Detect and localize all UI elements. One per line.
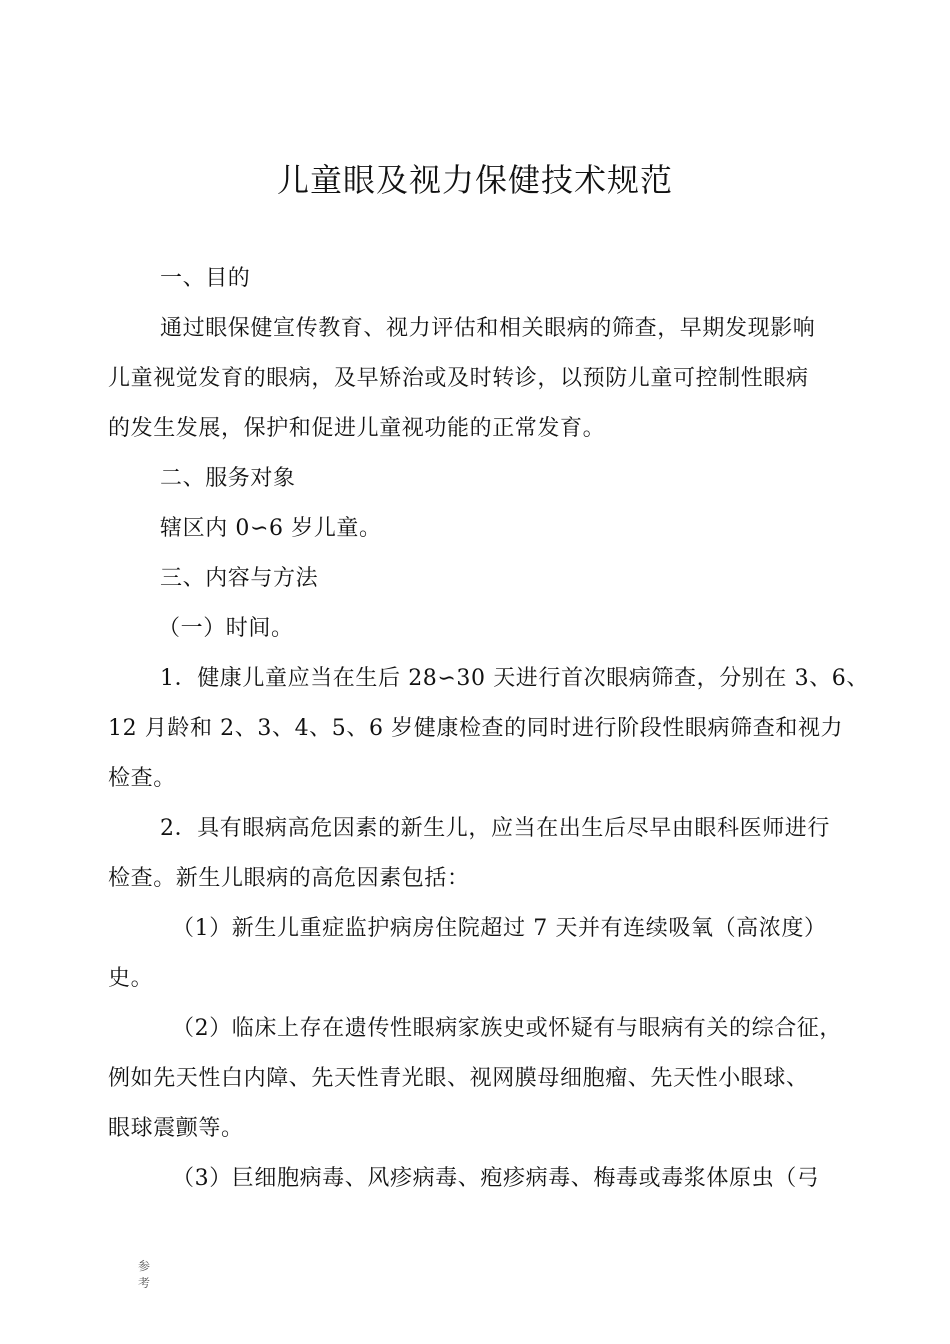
- paragraph-line: 辖区内 0∽6 岁儿童。: [160, 516, 382, 541]
- paragraph-line: 儿童视觉发育的眼病，及早矫治或及时转诊，以预防儿童可控制性眼病: [108, 366, 809, 391]
- paragraph-line: 2．具有眼病高危因素的新生儿，应当在出生后尽早由眼科医师进行: [160, 816, 830, 841]
- page-title: 儿童眼及视力保健技术规范: [276, 161, 673, 199]
- paragraph-line: 的发生发展，保护和促进儿童视功能的正常发育。: [108, 416, 606, 441]
- section-heading-service-target: 二、服务对象: [160, 466, 296, 491]
- paragraph-line: 检查。: [108, 766, 176, 791]
- footer-note: 参考: [138, 1259, 151, 1290]
- section-heading-purpose: 一、目的: [160, 266, 251, 291]
- list-item-line: （3）巨细胞病毒、风疹病毒、疱疹病毒、梅毒或毒浆体原虫（弓: [172, 1166, 820, 1191]
- subsection-heading-time: （一）时间。: [158, 616, 294, 641]
- paragraph-line: 通过眼保健宣传教育、视力评估和相关眼病的筛查，早期发现影响: [160, 316, 816, 341]
- paragraph-line: 1．健康儿童应当在生后 28∽30 天进行首次眼病筛查，分别在 3、6、: [160, 666, 869, 691]
- list-item-line: （2）临床上存在遗传性眼病家族史或怀疑有与眼病有关的综合征，: [172, 1016, 842, 1041]
- list-item-line: （1）新生儿重症监护病房住院超过 7 天并有连续吸氧（高浓度）: [172, 916, 827, 941]
- list-item-line: 史。: [108, 966, 154, 991]
- paragraph-line: 12 月龄和 2、3、4、5、6 岁健康检查的同时进行阶段性眼病筛查和视力: [108, 716, 844, 741]
- paragraph-line: 检查。新生儿眼病的高危因素包括：: [108, 866, 470, 891]
- list-item-line: 例如先天性白内障、先天性青光眼、视网膜母细胞瘤、先天性小眼球、: [108, 1066, 809, 1091]
- section-heading-content-method: 三、内容与方法: [160, 566, 319, 591]
- list-item-line: 眼球震颤等。: [108, 1116, 244, 1141]
